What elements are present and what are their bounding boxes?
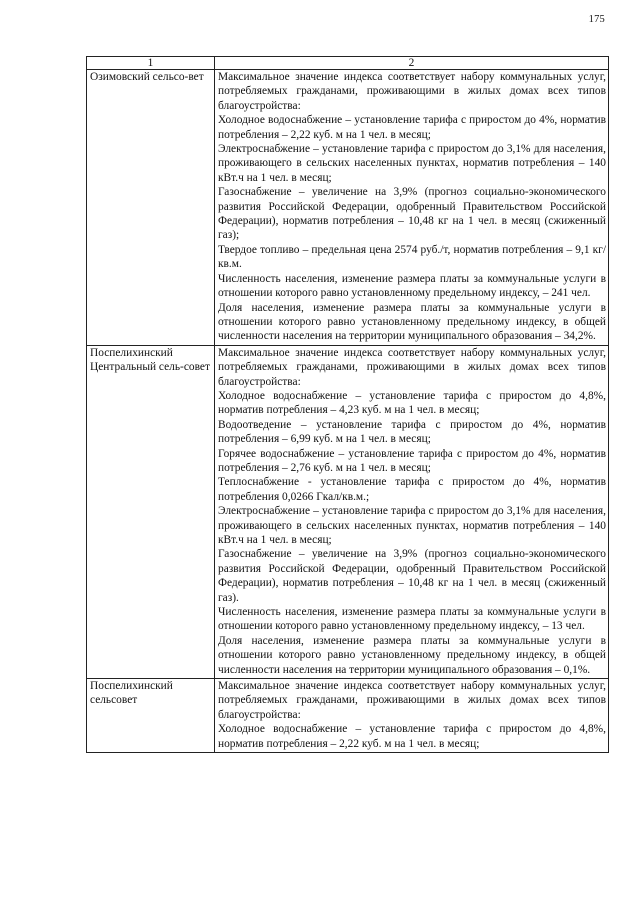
region-description <box>215 345 609 678</box>
region-description <box>215 679 609 753</box>
paragraph: Газоснабжение – увеличение на 3,9% (прогноз социально-экономического развития Российской Федерации, одобренный Правительством Российской Федерации), норматив потребления – 10,48 кг на 1 чел. в месяц (сжиженный газ). <box>218 548 606 604</box>
paragraph: Электроснабжение – установление тарифа с приростом до 3,1% для населения, проживающего в сельских населенных пунктах, норматив потребления – 140 кВт.ч на 1 чел. в месяц; <box>218 143 606 184</box>
paragraph: Максимальное значение индекса соответствует набору коммунальных услуг, потребляемых гражданами, проживающими в жилых домах всех типов благоустройства: <box>218 346 606 388</box>
column-header-2: 2 <box>215 57 609 70</box>
paragraph: Холодное водоснабжение – установление тарифа с приростом до 4,8%, норматив потребления – 2,22 куб. м на 1 чел. в месяц; <box>218 723 606 750</box>
paragraph: Водоотведение – установление тарифа с приростом до 4%, норматив потребления – 6,99 куб. м на 1 чел. в месяц; <box>218 418 606 446</box>
paragraph: Доля населения, изменение размера платы за коммунальные услуги в отношении которого равно установленному предельному индексу, в общей численности населения на территории муниципального образования – 0,1%. <box>218 634 606 676</box>
region-description <box>215 70 609 346</box>
paragraph: Холодное водоснабжение – установление тарифа с приростом до 4,8%, норматив потребления – 4,23 куб. м на 1 чел. в месяц; <box>218 389 606 417</box>
paragraph: Численность населения, изменение размера платы за коммунальные услуги в отношении которого равно установленному предельному индексу, – 241 чел. <box>218 272 606 300</box>
table-row-pospelikhinsky-central <box>87 345 609 678</box>
column-header-1: 1 <box>87 57 215 70</box>
paragraph: Максимальное значение индекса соответствует набору коммунальных услуг, потребляемых гражданами, проживающими в жилых домах всех типов благоустройства: <box>218 71 606 112</box>
paragraph: Максимальное значение индекса соответствует набору коммунальных услуг, потребляемых гражданами, проживающими в жилых домах всех типов благоустройства: <box>218 680 606 721</box>
paragraph: Горячее водоснабжение – установление тарифа с приростом до 4%, норматив потребления – 2,76 куб. м на 1 чел. в месяц; <box>218 447 606 474</box>
paragraph: Газоснабжение – увеличение на 3,9% (прогноз социально-экономического развития Российской Федерации, одобренный Правительством Российской Федерации), норматив потребления – 10,48 кг на 1 чел. в месяц (сжиженный газ); <box>218 186 606 242</box>
page-number: 175 <box>588 14 605 25</box>
paragraph: Холодное водоснабжение – установление тарифа с приростом до 4%, норматив потребления – 2,22 куб. м на 1 чел. в месяц; <box>218 114 606 141</box>
region-name: Поспелихинский Центральный сель-совет <box>87 345 215 678</box>
paragraph: Твердое топливо – предельная цена 2574 руб./т, норматив потребления – 9,1 кг/кв.м. <box>218 243 606 271</box>
municipal-index-table <box>86 56 609 753</box>
paragraph: Электроснабжение – установление тарифа с приростом до 3,1% для населения, проживающего в сельских населенных пунктах, норматив потребления – 140 кВт.ч на 1 чел. в месяц; <box>218 505 606 546</box>
paragraph: Доля населения, изменение размера платы за коммунальные услуги в отношении которого равно установленному предельному индексу, в общей численности населения на территории муниципального образования – 34,2%. <box>218 301 606 343</box>
paragraph: Теплоснабжение - установление тарифа с приростом до 4%, норматив потребления 0,0266 Гкал/кв.м.; <box>218 476 606 503</box>
table-row-ozimovsky <box>87 70 609 346</box>
region-name: Поспелихинский сельсовет <box>87 679 215 753</box>
region-name: Озимовский сельсо-вет <box>87 70 215 346</box>
table-header-row <box>87 57 609 70</box>
paragraph: Численность населения, изменение размера платы за коммунальные услуги в отношении которого равно установленному предельному индексу, – 13 чел. <box>218 606 606 633</box>
table-row-pospelikhinsky <box>87 679 609 753</box>
